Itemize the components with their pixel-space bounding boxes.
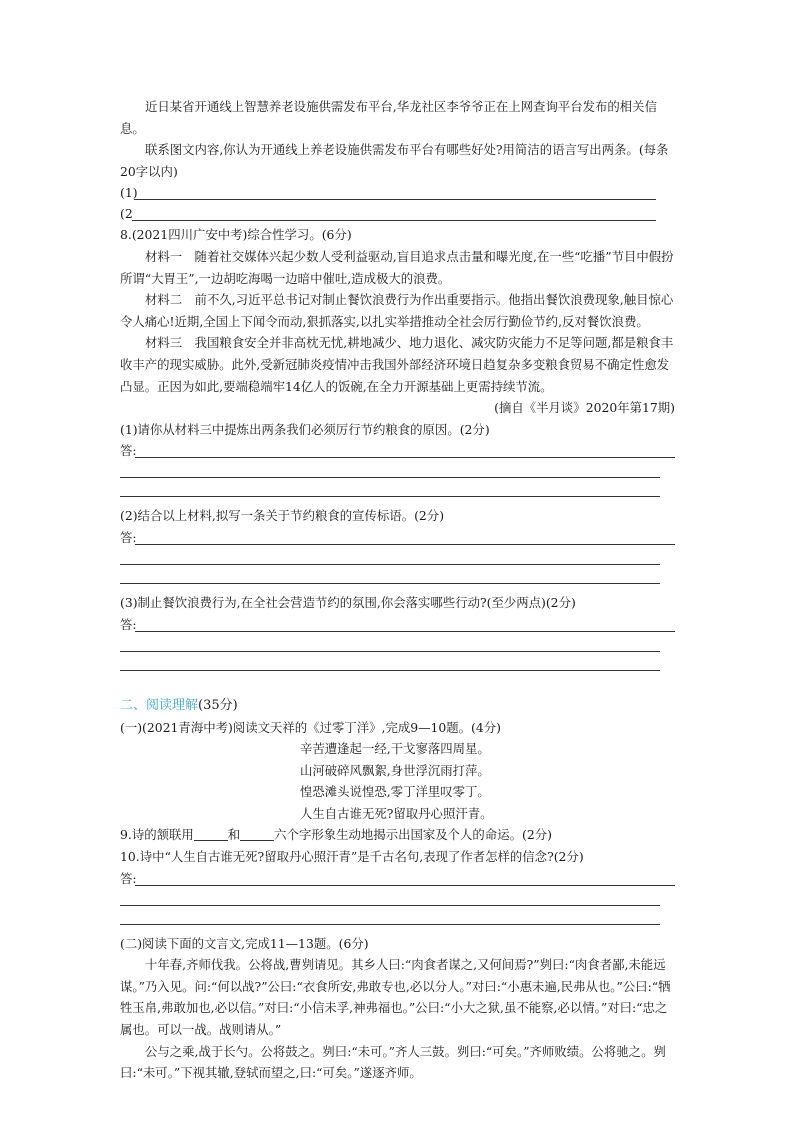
answer-label: 答:	[120, 616, 137, 632]
section-title-text: 二、阅读理解	[120, 697, 199, 713]
answer-line[interactable]	[120, 440, 675, 461]
poem-line: 辛苦遭逢起一经,干戈寥落四周星。	[300, 741, 490, 757]
part-1-title: (一)(2021青海中考)阅读文天祥的《过零丁洋》,完成9—10题。(4分)	[120, 719, 501, 735]
question-8-1: (1)请你从材料三中提炼出两条我们必须厉行节约粮食的原因。(2分)	[120, 421, 490, 437]
document-page	[120, 96, 675, 1084]
question-9-text: 六个字形象生动地揭示出国家及个人的命运。(2分)	[274, 827, 552, 843]
answer-line-2[interactable]	[120, 203, 675, 224]
answer-line[interactable]	[120, 889, 675, 908]
question-9-text: 和	[227, 827, 241, 843]
answer-line[interactable]	[120, 461, 675, 480]
material-2: 材料二 前不久,习近平总书记对制止餐饮浪费行为作出重要指示。他指出餐饮浪费现象,触目惊心令人痛心!近期,全国上下闻令而动,狠抓落实,以扎实举措推动全社会厉行勤俭节约,反对餐饮浪费。	[120, 292, 674, 329]
question-8-title: 8.(2021四川广安中考)综合性学习。(6分)	[120, 227, 352, 243]
question-8-3: (3)制止餐饮浪费行为,在全社会营造节约的氛围,你会落实哪些行动?(至少两点)(2分)	[120, 594, 576, 610]
answer-label: 答:	[120, 443, 137, 459]
material-3: 材料三 我国粮食安全并非高枕无忧,耕地减少、地力退化、减灾防灾能力不足等问题,都是粮食丰收丰产的现实威胁。此外,受新冠肺炎疫情冲击我国外部经济环境日趋复杂多变粮食贸易不确定性愈发凸显。正因为如此,要端稳端牢14亿人的饭碗,在全力开源基础上更需持续节流。	[120, 335, 674, 394]
answer-line[interactable]	[120, 614, 675, 635]
source-citation: (摘自《半月谈》2020年第17期)	[494, 400, 675, 416]
material-1: 材料一 随着社交媒体兴起少数人受利益驱动,盲目追求点击量和曝光度,在一些“吃播”节目中假扮所谓“大胃王”,一边胡吃海喝一边暗中催吐,造成极大的浪费。	[120, 248, 674, 286]
answer-label: 答:	[120, 870, 137, 886]
fill-blank[interactable]	[240, 827, 274, 841]
classical-text-paragraph: 公与之乘,战于长勺。公将鼓之。刿曰:“未可。”齐人三鼓。刿曰:“可矣。”齐师败绩。公将驰之。刿曰:“未可。”下视其辙,登轼而望之,曰:“可矣。”遂逐齐师。	[120, 1043, 666, 1081]
answer-line[interactable]	[120, 635, 675, 654]
question-8-2: (2)结合以上材料,拟写一条关于节约粮食的宣传标语。(2分)	[120, 508, 445, 524]
poem-line: 惶恐滩头说惶恐,零丁洋里叹零丁。	[300, 784, 490, 800]
question-9-text: 9.诗的颔联用	[120, 827, 194, 843]
answer-line[interactable]	[120, 527, 675, 548]
answer-line[interactable]	[120, 868, 675, 889]
classical-text-paragraph: 十年春,齐师伐我。公将战,曹刿请见。其乡人曰:“肉食者谋之,又何间焉?”刿曰:“肉食者鄙,未能远谋。”乃入见。问:“何以战?”公曰:“衣食所安,弗敢专也,必以分人。”对曰:“小惠未遍,民弗从也。”公曰:“牺牲玉帛,弗敢加也,必以信。”对曰:“小信未孚,神弗福也。”公曰:“小大之狱,虽不能察,必以情。”对曰:“忠之属也。可以一战。战则请从。”	[120, 957, 671, 1038]
answer-line-label: (2	[120, 206, 133, 222]
answer-line[interactable]	[120, 908, 675, 927]
section-title	[120, 695, 675, 717]
poem-line: 山河破碎风飘絮,身世浮沉雨打萍。	[300, 762, 490, 778]
part-2-title: (二)阅读下面的文言文,完成11—13题。(6分)	[120, 935, 369, 951]
answer-label: 答:	[120, 529, 137, 545]
answer-line[interactable]	[120, 548, 675, 567]
answer-line[interactable]	[120, 480, 675, 499]
question-10: 10.诗中“人生自古谁无死?留取丹心照汗青”是千古名句,表现了作者怎样的信念?(2分)	[120, 849, 584, 865]
answer-line-1[interactable]	[120, 182, 675, 203]
section-score: (35分)	[198, 697, 238, 713]
answer-line-label: (1)	[120, 185, 138, 201]
answer-line[interactable]	[120, 567, 675, 586]
intro-question: 联系图文内容,你认为开通线上养老设施供需发布平台有哪些好处?用简洁的语言写出两条。(每条20字以内)	[120, 142, 669, 179]
answer-line[interactable]	[120, 654, 675, 673]
question-9	[120, 824, 675, 846]
fill-blank[interactable]	[194, 827, 228, 841]
intro-paragraph: 近日某省开通线上智慧养老设施供需发布平台,华龙社区李爷爷正在上网查询平台发布的相关信息。	[120, 99, 657, 136]
poem-line: 人生自古谁无死?留取丹心照汗青。	[300, 805, 493, 821]
